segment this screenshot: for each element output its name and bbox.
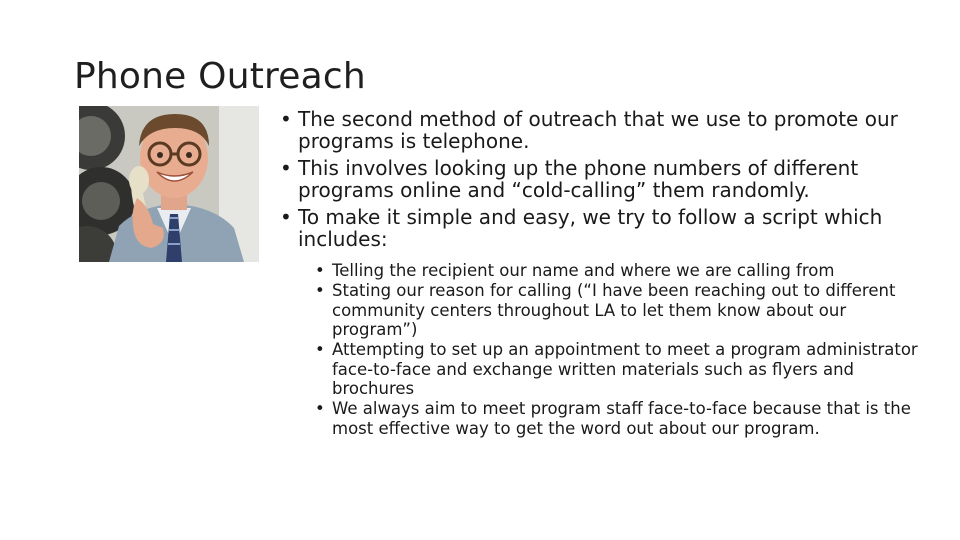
man-on-phone-photo xyxy=(79,106,259,262)
sub-bullet-item: • Telling the recipient our name and where we are calling from xyxy=(312,261,918,281)
sub-bullet-list xyxy=(312,261,918,438)
sub-bullet-item: • We always aim to meet program staff face-to-face because that is the most effective way to get the word out about our program. xyxy=(312,399,918,438)
bullet-item: • This involves looking up the phone numbers of different programs online and “cold-calling” them randomly. xyxy=(278,157,918,201)
sub-bullet-item: • Attempting to set up an appointment to meet a program administrator face-to-face and exchange written materials such as flyers and brochures xyxy=(312,340,918,399)
bullet-text: To make it simple and easy, we try to follow a script which includes: xyxy=(298,205,883,251)
bullet-item xyxy=(278,206,918,438)
bullet-list xyxy=(278,108,918,443)
slide-title: Phone Outreach xyxy=(74,56,366,97)
bullet-item: • The second method of outreach that we use to promote our programs is telephone. xyxy=(278,108,918,152)
sub-bullet-item: • Stating our reason for calling (“I have been reaching out to different community centers throughout LA to let them know about our program”) xyxy=(312,281,918,340)
